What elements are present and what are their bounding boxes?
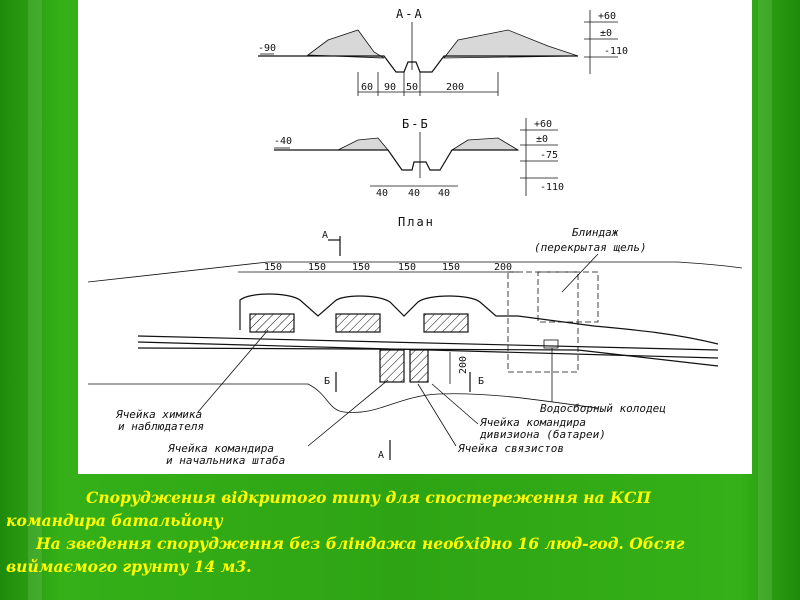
bb-left-parapet (338, 138, 388, 150)
plan-dim-2: 150 (308, 262, 327, 273)
aa-dim-2: 90 (384, 82, 397, 93)
section-bb-title: Б-Б (402, 117, 430, 131)
section-aa (258, 7, 628, 96)
bb-right-parapet (452, 138, 518, 150)
plan-dim-5: 150 (442, 262, 461, 273)
technical-drawing (78, 0, 752, 474)
aa-dim-4: 200 (446, 82, 465, 93)
cell-signal (410, 350, 428, 382)
bb-left-level: -40 (274, 136, 293, 147)
plan-dim-3: 150 (352, 262, 371, 273)
aa-left-level: -90 (258, 43, 277, 54)
bb-dim-1: 40 (376, 188, 389, 199)
trench-outline-top (240, 294, 718, 344)
aa-level-1: +60 (598, 11, 617, 22)
bb-level-3: -75 (540, 150, 559, 161)
section-aa-title: А-А (396, 7, 424, 21)
caption-line-3: На зведення спорудження без бліндажа необхідно 16 люд-год. Обсяг (36, 534, 685, 553)
cell-commander (380, 350, 404, 382)
section-a-label-top: А (322, 230, 329, 241)
aa-level-2: ±0 (600, 28, 613, 39)
label-division-2: дивизиона (батареи) (480, 428, 606, 441)
section-b-label-right: Б (478, 376, 485, 387)
aa-level-3: -110 (604, 46, 629, 57)
section-b-label-left: Б (324, 376, 331, 387)
well-box (544, 340, 558, 348)
label-dugout: Блиндаж (572, 226, 619, 239)
aa-profile (258, 56, 578, 72)
cell-2 (336, 314, 380, 332)
label-signal: Ячейка связистов (458, 442, 564, 455)
plan-dim-1: 150 (264, 262, 283, 273)
caption-line-2: командира батальйону (6, 511, 223, 530)
section-bb (274, 117, 564, 199)
bb-level-1: +60 (534, 119, 553, 130)
bb-dim-2: 40 (408, 188, 421, 199)
section-a-label-bottom: А (378, 450, 385, 461)
bb-level-2: ±0 (536, 134, 549, 145)
cell-3 (424, 314, 468, 332)
bb-level-4: -110 (540, 182, 565, 193)
plan-dim-4: 150 (398, 262, 417, 273)
bb-profile (274, 150, 518, 170)
label-chemist-1: Ячейка химика (116, 408, 203, 421)
bb-dim-3: 40 (438, 188, 451, 199)
label-division-1: Ячейка командира (480, 416, 586, 429)
plan-dim-6: 200 (494, 262, 513, 273)
aa-dim-1: 60 (361, 82, 374, 93)
drawing-svg (78, 0, 752, 474)
caption-line-1: Споруджения відкритого типу для спостереження на КСП (86, 488, 652, 507)
label-well: Водосборный колодец (540, 402, 666, 415)
plan-title: План (398, 215, 435, 229)
plan-dim-vertical: 200 (458, 355, 469, 374)
label-commander-1: Ячейка командира (168, 442, 274, 455)
background-stripe-right (758, 0, 772, 600)
aa-dim-3: 50 (406, 82, 419, 93)
dugout-inner (538, 272, 598, 322)
cell-1 (250, 314, 294, 332)
right-parapet (444, 30, 578, 58)
left-parapet (308, 30, 384, 58)
plan-view (88, 215, 742, 467)
caption-line-4: виймаємого грунту 14 м3. (6, 557, 252, 576)
label-chemist-2: и наблюдателя (118, 420, 205, 433)
label-commander-2: и начальника штаба (166, 454, 286, 467)
label-dugout-sub: (перекрытая щель) (534, 241, 647, 254)
